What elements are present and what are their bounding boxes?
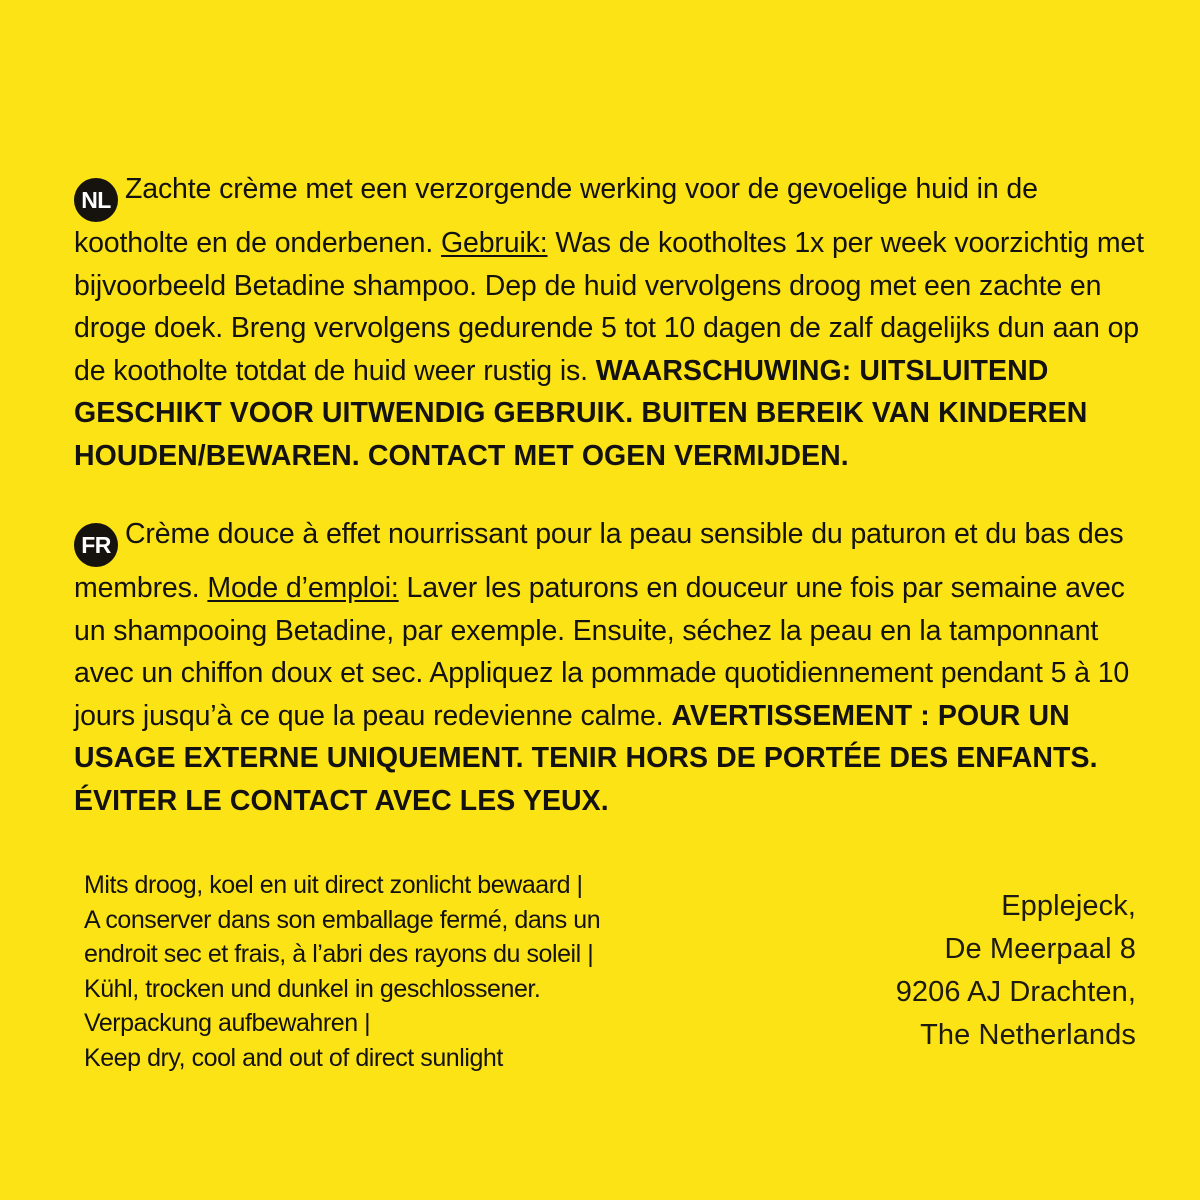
storage-instructions (84, 868, 684, 1075)
language-section-fr (74, 513, 1144, 822)
address-line-country: The Netherlands (920, 1019, 1136, 1051)
company-address (716, 885, 1136, 1057)
nl-intro-text: Zachte crème met een verzorgende werking voor de gevoelige huid in de kootholte en de onderbenen. (74, 173, 1038, 259)
storage-line: Keep dry, cool and out of direct sunlight (84, 1043, 503, 1072)
fr-usage-body: Laver les paturons en douceur une fois par semaine avec un shampooing Betadine, par exemple. Ensuite, séchez la peau en la tamponnant avec un chiffon doux et sec. Appliquez la pommade quotidiennement pendant 5 à 10 jours jusqu’à ce que la peau redevienne calme. (74, 572, 1130, 732)
storage-line: endroit sec et frais, à l’abri des rayons du soleil | (84, 940, 594, 968)
storage-line: Mits droog, koel en uit direct zonlicht bewaard | (84, 871, 583, 899)
fr-warning-text: AVERTISSEMENT : POUR UN USAGE EXTERNE UNIQUEMENT. TENIR HORS DE PORTÉE DES ENFANTS. ÉVITER LE CONTACT AVEC LES YEUX. (74, 699, 1098, 817)
language-section-nl (74, 168, 1144, 477)
nl-usage-heading: Gebruik: (441, 227, 548, 259)
nl-usage-body: Was de kootholtes 1x per week voorzichtig met bijvoorbeeld Betadine shampoo. Dep de huid vervolgens droog met een zachte en droge doek. Breng vervolgens gedurende 5 tot 10 dagen de zalf dagelijks dun aan op de kootholte totdat de huid weer rustig is. (74, 227, 1144, 387)
fr-intro-text: Crème douce à effet nourrissant pour la peau sensible du paturon et du bas des membres. (74, 518, 1124, 604)
storage-line: A conserver dans son emballage fermé, dans un (84, 905, 601, 934)
nl-warning-text: WAARSCHUWING: UITSLUITEND GESCHIKT VOOR UITWENDIG GEBRUIK. BUITEN BEREIK VAN KINDEREN HOUDEN/BEWAREN. CONTACT MET OGEN VERMIJDEN. (74, 354, 1088, 472)
fr-paragraph (74, 513, 1144, 822)
address-line-company: Epplejeck, (1001, 890, 1136, 922)
address-line-city: 9206 AJ Drachten, (895, 976, 1136, 1008)
nl-paragraph (74, 168, 1144, 477)
language-badge-nl: NL (74, 178, 118, 222)
language-badge-fr: FR (74, 523, 118, 567)
storage-line: Verpackung aufbewahren | (84, 1009, 371, 1037)
address-line-street: De Meerpaal 8 (944, 933, 1136, 965)
storage-line: Kühl, trocken und dunkel in geschlossener. (84, 974, 541, 1003)
fr-usage-heading: Mode d’emploi: (207, 572, 399, 604)
